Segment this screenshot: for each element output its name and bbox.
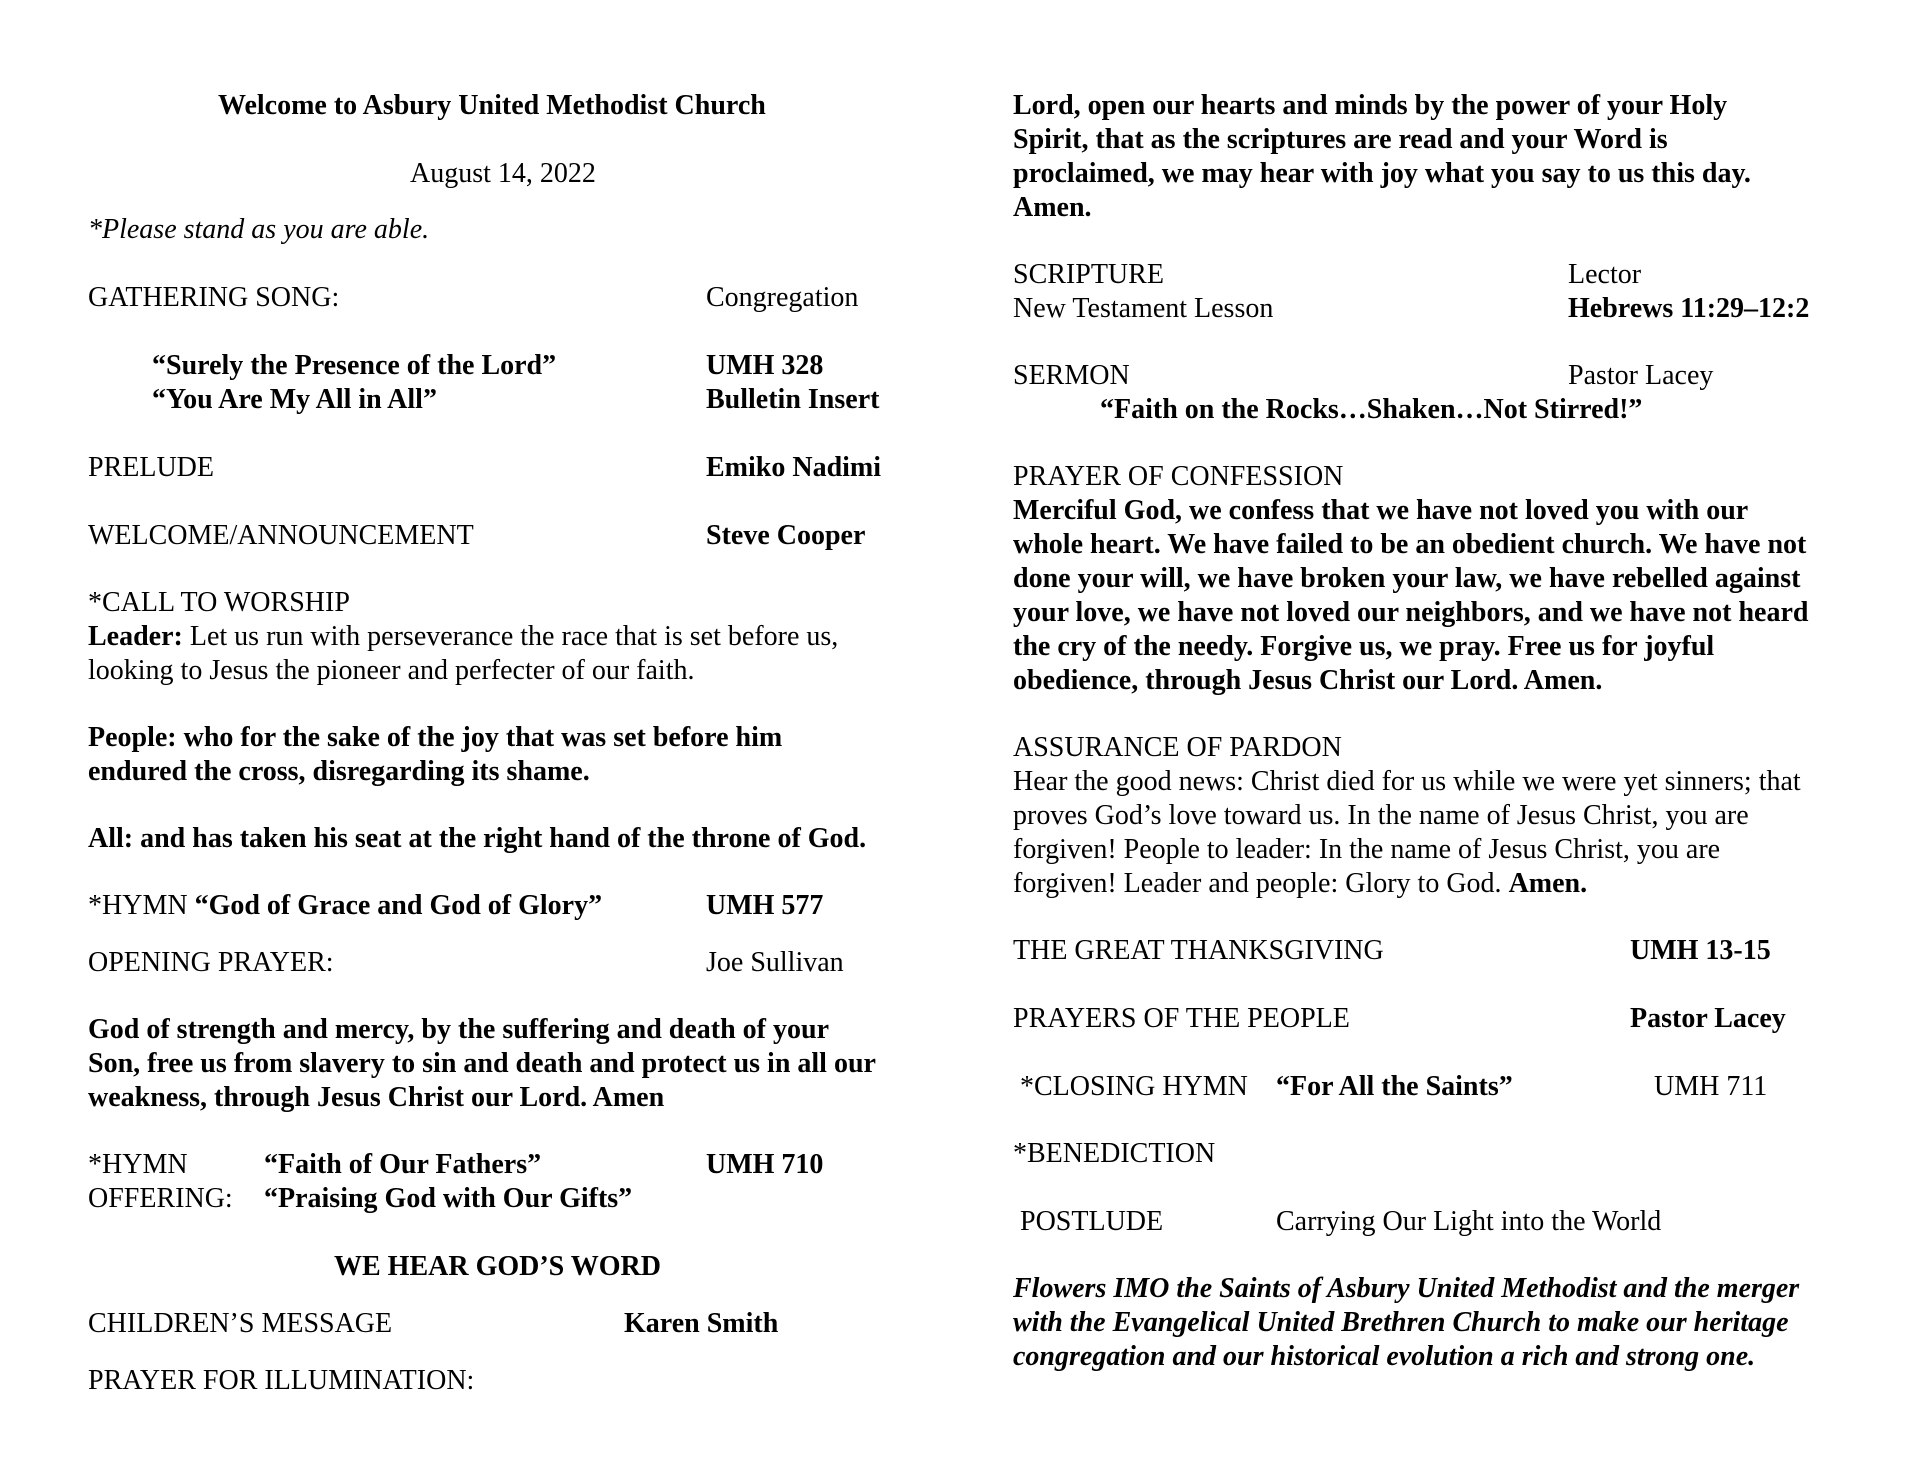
section-heading: WE HEAR GOD’S WORD <box>334 1251 661 1282</box>
offering-title: “Praising God with Our Gifts” <box>264 1183 633 1214</box>
confession-text: obedience, through Jesus Christ our Lord. Amen. <box>1013 665 1603 696</box>
prelude-label: PRELUDE <box>88 452 214 483</box>
hymn-title: “God of Grace and God of Glory” <box>194 890 603 921</box>
thanksgiving-label: THE GREAT THANKSGIVING <box>1013 935 1384 966</box>
illumination-prayer-text: Lord, open our hearts and minds by the power of your Holy <box>1013 90 1728 121</box>
call-people-line-2: endured the cross, disregarding its shame. <box>88 756 590 787</box>
pardon-text: proves God’s love toward us. In the name of Jesus Christ, you are <box>1013 800 1749 831</box>
opening-prayer-label: OPENING PRAYER: <box>88 947 334 978</box>
thanksgiving-reference: UMH 13-15 <box>1630 935 1771 966</box>
bulletin-title: Welcome to Asbury United Methodist Church <box>218 90 766 121</box>
call-people-line: People: who for the sake of the joy that was set before him <box>88 722 783 753</box>
gathering-song-leader: Congregation <box>706 282 859 313</box>
sermon-preacher: Pastor Lacey <box>1568 360 1714 391</box>
childrens-message-label: CHILDREN’S MESSAGE <box>88 1308 393 1339</box>
call-to-worship-label: *CALL TO WORSHIP <box>88 587 350 618</box>
hymn-line <box>88 889 602 923</box>
prayers-people-label: PRAYERS OF THE PEOPLE <box>1013 1003 1350 1034</box>
pardon-label: ASSURANCE OF PARDON <box>1013 732 1342 763</box>
welcome-leader: Steve Cooper <box>706 520 866 551</box>
opening-prayer-text: weakness, through Jesus Christ our Lord. Amen <box>88 1082 665 1113</box>
hymn-2-title: “Faith of Our Fathers” <box>264 1149 542 1180</box>
hymn-2-reference: UMH 710 <box>706 1149 824 1180</box>
sermon-label: SERMON <box>1013 360 1130 391</box>
scripture-label: SCRIPTURE <box>1013 259 1164 290</box>
scripture-lesson: New Testament Lesson <box>1013 293 1274 324</box>
opening-prayer-leader: Joe Sullivan <box>706 947 844 978</box>
flowers-note: Flowers IMO the Saints of Asbury United Methodist and the merger <box>1013 1273 1800 1304</box>
illumination-label: PRAYER FOR ILLUMINATION: <box>88 1365 475 1396</box>
postlude-title: Carrying Our Light into the World <box>1276 1206 1662 1237</box>
scripture-reader: Lector <box>1568 259 1642 290</box>
confession-text: done your will, we have broken your law, we have rebelled against <box>1013 563 1801 594</box>
sermon-title: “Faith on the Rocks…Shaken…Not Stirred!” <box>1100 394 1643 425</box>
pardon-amen: Amen. <box>1508 868 1588 899</box>
hymn-label: *HYMN <box>88 890 195 921</box>
childrens-message-leader: Karen Smith <box>624 1308 779 1339</box>
prelude-performer: Emiko Nadimi <box>706 452 882 483</box>
call-leader-line-2: looking to Jesus the pioneer and perfecter of our faith. <box>88 655 695 686</box>
pardon-text: forgiven! Leader and people: Glory to God. <box>1013 868 1509 899</box>
song-title: “You Are My All in All” <box>152 384 437 415</box>
prayers-people-leader: Pastor Lacey <box>1630 1003 1786 1034</box>
offering-label: OFFERING: <box>88 1183 233 1214</box>
song-reference: UMH 328 <box>706 350 824 381</box>
illumination-prayer-text: Spirit, that as the scriptures are read and your Word is <box>1013 124 1668 155</box>
closing-hymn-title: “For All the Saints” <box>1276 1071 1513 1102</box>
illumination-prayer-text: Amen. <box>1013 192 1092 223</box>
stand-note: *Please stand as you are able. <box>88 214 430 245</box>
call-leader-line <box>88 620 838 654</box>
pardon-final-line <box>1013 867 1587 901</box>
confession-label: PRAYER OF CONFESSION <box>1013 461 1344 492</box>
confession-text: your love, we have not loved our neighbors, and we have not heard <box>1013 597 1809 628</box>
song-reference: Bulletin Insert <box>706 384 880 415</box>
pardon-text: forgiven! People to leader: In the name of Jesus Christ, you are <box>1013 834 1721 865</box>
gathering-song-label: GATHERING SONG: <box>88 282 340 313</box>
leader-label: Leader: <box>88 621 183 652</box>
welcome-label: WELCOME/ANNOUNCEMENT <box>88 520 474 551</box>
scripture-reference: Hebrews 11:29–12:2 <box>1568 293 1810 324</box>
hymn-2-label: *HYMN <box>88 1149 188 1180</box>
closing-hymn-label: *CLOSING HYMN <box>1020 1071 1248 1102</box>
opening-prayer-text: Son, free us from slavery to sin and death and protect us in all our <box>88 1048 876 1079</box>
postlude-label: POSTLUDE <box>1020 1206 1164 1237</box>
flowers-note: congregation and our historical evolution a rich and strong one. <box>1013 1341 1756 1372</box>
hymn-reference: UMH 577 <box>706 890 824 921</box>
flowers-note: with the Evangelical United Brethren Church to make our heritage <box>1013 1307 1789 1338</box>
closing-hymn-reference: UMH 711 <box>1654 1071 1768 1102</box>
illumination-prayer-text: proclaimed, we may hear with joy what you say to us this day. <box>1013 158 1751 189</box>
call-all-line: All: and has taken his seat at the right hand of the throne of God. <box>88 823 867 854</box>
song-title: “Surely the Presence of the Lord” <box>152 350 557 381</box>
confession-text: Merciful God, we confess that we have not loved you with our <box>1013 495 1749 526</box>
service-date: August 14, 2022 <box>410 158 596 189</box>
confession-text: whole heart. We have failed to be an obedient church. We have not <box>1013 529 1807 560</box>
benediction-label: *BENEDICTION <box>1013 1138 1216 1169</box>
confession-text: the cry of the needy. Forgive us, we pray. Free us for joyful <box>1013 631 1715 662</box>
opening-prayer-text: God of strength and mercy, by the suffering and death of your <box>88 1014 830 1045</box>
leader-text: Let us run with perseverance the race that is set before us, <box>182 621 839 652</box>
pardon-text: Hear the good news: Christ died for us while we were yet sinners; that <box>1013 766 1801 797</box>
